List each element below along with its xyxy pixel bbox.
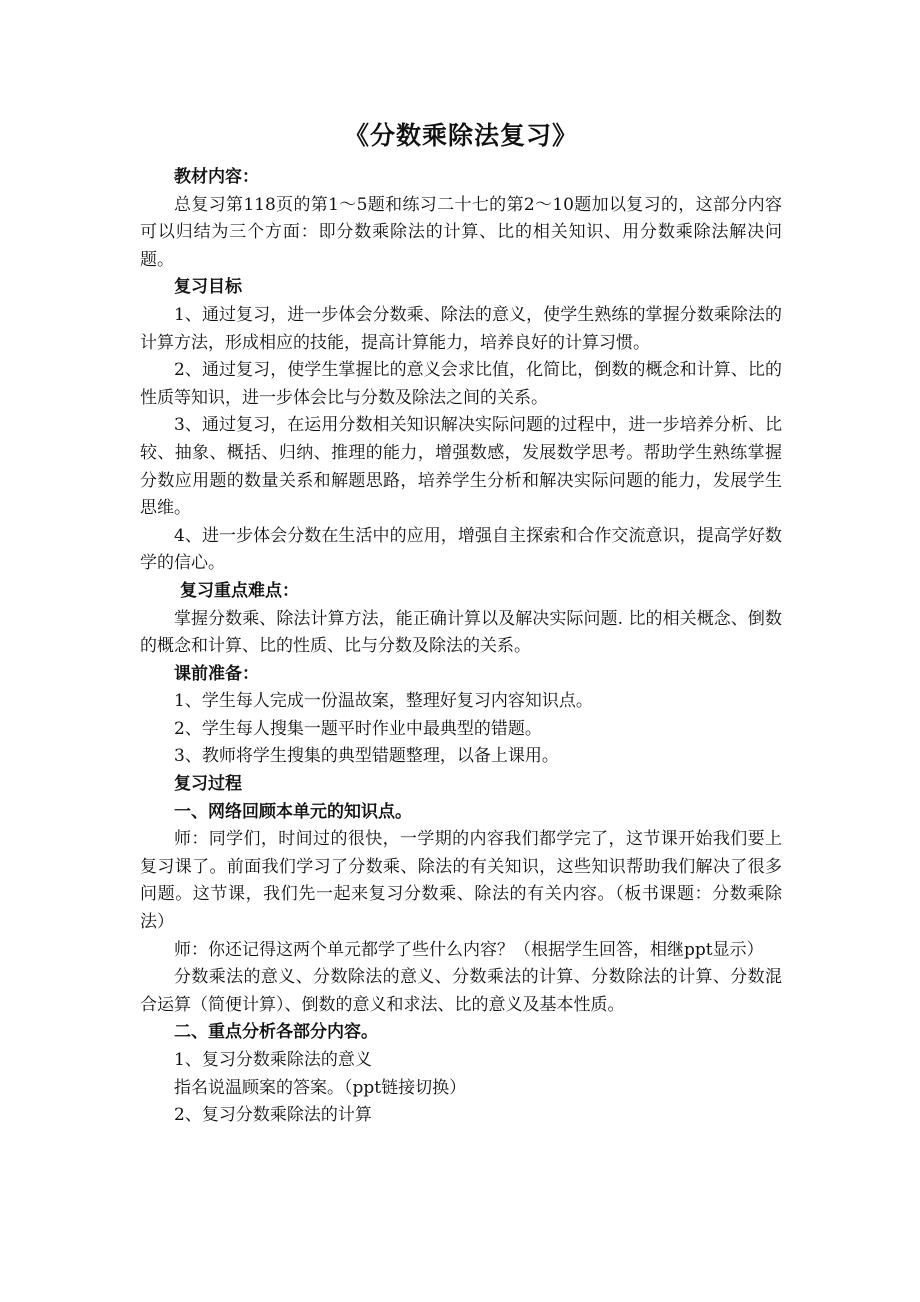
material-heading: 教材内容： — [174, 167, 259, 187]
document-body — [140, 118, 782, 1130]
part2-item-1-text: 指名说温顾案的答案。（ppt链接切换） — [174, 1077, 467, 1098]
goal-paragraph-1: 1、通过复习，进一步体会分数乘、除法的意义，使学生熟练的掌握分数乘除法的计算方法，形成相应的技能，提高计算能力，培养良好的计算习惯。 — [140, 304, 782, 353]
part2-heading: 二、重点分析各部分内容。 — [174, 1022, 378, 1043]
part1-paragraph-2: 师：你还记得这两个单元都学了些什么内容？（根据学生回答，相继ppt显示） — [174, 939, 764, 960]
prep-item-3: 3、教师将学生搜集的典型错题整理，以备上课用。 — [174, 746, 559, 767]
key-points-heading: 复习重点难点： — [180, 580, 299, 601]
document-title: 《分数乘除法复习》 — [343, 121, 578, 150]
goal-paragraph-4: 4、进一步体会分数在生活中的应用，增强自主探索和合作交流意识，提高学好数学的信心。 — [140, 525, 782, 574]
part2-item-2: 2、复习分数乘除法的计算 — [174, 1105, 372, 1126]
part1-paragraph-1: 师：同学们，时间过的很快，一学期的内容我们都学完了，这节课开始我们要上复习课了。前面我们学习了分数乘、除法的有关知识，这些知识帮助我们解决了很多问题。这节课，我们先一起来复习分数乘、除法的有关内容。（板书课题：分数乘除法） — [140, 829, 782, 933]
part1-paragraph-3: 分数乘法的意义、分数除法的意义、分数乘法的计算、分数除法的计算、分数混合运算（简便计算）、倒数的意义和求法、比的意义及基本性质。 — [140, 967, 782, 1015]
goals-heading: 复习目标 — [174, 277, 242, 298]
goal-paragraph-2: 2、通过复习，使学生掌握比的意义会求比值，化简比，倒数的概念和计算、比的性质等知识，进一步体会比与分数及除法之间的关系。 — [140, 360, 782, 408]
part2-item-1: 1、复习分数乘除法的意义 — [174, 1050, 372, 1070]
goal-paragraph-3: 3、通过复习，在运用分数相关知识解决实际问题的过程中，进一步培养分析、比较、抽象、概括、归纳、推理的能力，增强数感，发展数学思考。帮助学生熟练掌握分数应用题的数量关系和解题思路，培养学生分析和解决实际问题的能力，发展学生思维。 — [140, 415, 782, 519]
process-heading: 复习过程 — [174, 774, 242, 795]
prep-item-2: 2、学生每人搜集一题平时作业中最典型的错题。 — [174, 718, 542, 739]
prep-item-1: 1、学生每人完成一份温故案，整理好复习内容知识点。 — [174, 691, 593, 712]
prep-heading: 课前准备： — [174, 663, 259, 684]
key-points-paragraph: 掌握分数乘、除法计算方法，能正确计算以及解决实际问题. 比的相关概念、倒数的概念和计算、比的性质、比与分数及除法的关系。 — [140, 608, 782, 657]
material-paragraph: 总复习第118页的第1～5题和练习二十七的第2～10题加以复习的，这部分内容可以归结为三个方面：即分数乘除法的计算、比的相关知识、用分数乘除法解决问题。 — [140, 194, 782, 270]
part1-heading: 一、网络回顾本单元的知识点。 — [174, 801, 412, 822]
